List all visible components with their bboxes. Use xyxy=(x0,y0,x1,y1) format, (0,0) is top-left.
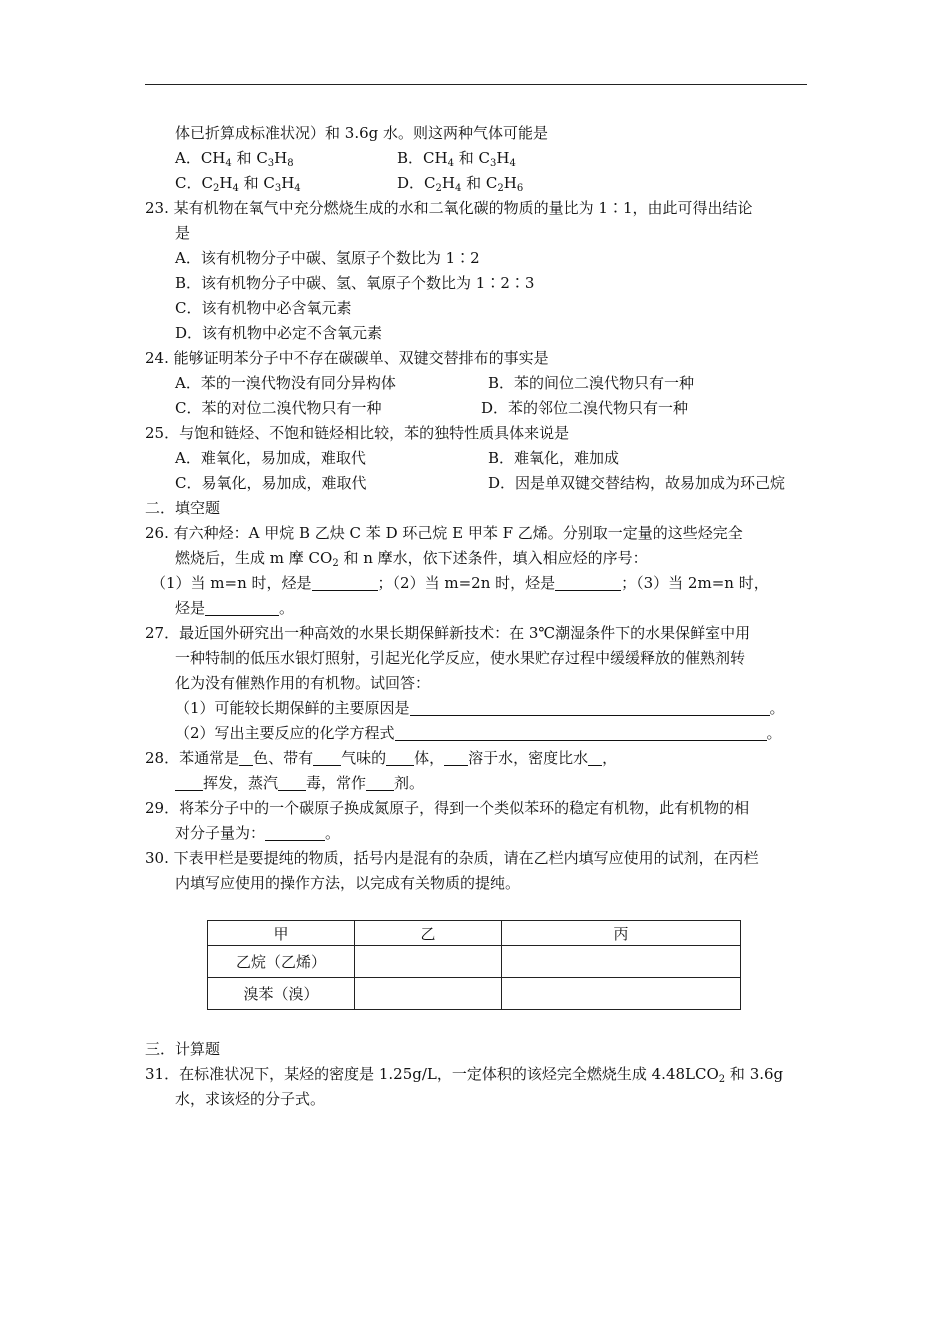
q22-options-ab xyxy=(145,146,807,171)
q24-options-ab xyxy=(145,371,807,396)
q26-blank-2[interactable] xyxy=(555,573,621,591)
q28-blank-odor[interactable] xyxy=(313,748,341,766)
q22-option-a: A．$CH_4$ 和 $C_3H_8$ xyxy=(175,149,294,169)
q28-blank-use[interactable] xyxy=(366,773,394,791)
q24-option-b: B．苯的间位二溴代物只有一种 xyxy=(488,374,695,392)
section-calc-heading: 三．计算题 xyxy=(145,1040,221,1058)
q25-options-ab xyxy=(145,446,807,471)
table-row xyxy=(208,978,741,1010)
q28-stem-cont: 挥发，蒸汽 毒，常作 剂。 xyxy=(145,771,807,796)
q27-stem: 27．最近国外研究出一种高效的水果长期保鲜新技术：在 3℃潮湿条件下的水果保鲜室中用 xyxy=(145,624,751,642)
q27-stem-cont-1: 一种特制的低压水银灯照射，引起光化学反应，使水果贮存过程中缓缓释放的催熟剂转 xyxy=(175,649,746,667)
q23-option-b: B．该有机物分子中碳、氢、氧原子个数比为 1∶2∶3 xyxy=(175,274,535,292)
q23-stem-cont: 是 xyxy=(175,224,191,242)
q31-stem: 31．在标准状况下，某烃的密度是 1.25g/L，一定体积的该烃完全燃烧生成 $4.48LCO_2$ 和 3.6g xyxy=(145,1065,784,1085)
q23-option-c: C．该有机物中必含氧元素 xyxy=(175,299,352,317)
q27-stem-cont-2: 化为没有催熟作用的有机物。试回答： xyxy=(175,674,431,692)
q28-blank-color[interactable] xyxy=(239,748,253,766)
table-header-row xyxy=(208,921,741,946)
q27-blank-2[interactable] xyxy=(395,723,767,741)
table-cell-substance: 乙烷（乙烯） xyxy=(208,946,355,978)
q24-option-c: C．苯的对位二溴代物只有一种 xyxy=(175,399,382,417)
table-cell-substance: 溴苯（溴） xyxy=(208,978,355,1010)
table-header-yi: 乙 xyxy=(355,921,502,946)
q24-option-d: D．苯的邻位二溴代物只有一种 xyxy=(481,399,689,417)
q25-option-a: A．难氧化，易加成，难取代 xyxy=(175,449,366,467)
q30-stem: 30. 下表甲栏是要提纯的物质，括号内是混有的杂质，请在乙栏内填写应使用的试剂，在丙栏 xyxy=(145,849,759,867)
header-rule xyxy=(145,84,807,85)
q30-stem-cont: 内填写应使用的操作方法，以完成有关物质的提纯。 xyxy=(175,874,521,892)
q24-stem: 24. 能够证明苯分子中不存在碳碳单、双键交替排布的事实是 xyxy=(145,349,549,367)
document-body xyxy=(145,121,807,896)
q29-blank[interactable] xyxy=(265,823,325,841)
q25-stem: 25．与饱和链烃、不饱和链烃相比较，苯的独特性质具体来说是 xyxy=(145,424,570,442)
q22-option-c: C．$C_2H_4$ 和 $C_3H_4$ xyxy=(175,174,301,194)
q27-sub-2: （2）写出主要反应的化学方程式 。 xyxy=(175,724,782,742)
q26-blank-3[interactable] xyxy=(205,598,279,616)
q25-option-c: C．易氧化，易加成，难取代 xyxy=(175,474,367,492)
q23-option-d: D．该有机物中必定不含氧元素 xyxy=(175,324,383,342)
q23-option-a: A．该有机物分子中碳、氢原子个数比为 1∶2 xyxy=(175,249,480,267)
q28-blank-solubility[interactable] xyxy=(444,748,468,766)
q22-option-b: B．$CH_4$ 和 $C_3H_4$ xyxy=(397,149,516,169)
table-cell-reagent[interactable] xyxy=(355,978,502,1010)
q29-stem: 29．将苯分子中的一个碳原子换成氮原子，得到一个类似苯环的稳定有机物，此有机物的相 xyxy=(145,799,750,817)
q28-blank-density[interactable] xyxy=(588,748,602,766)
q26-blank-1[interactable] xyxy=(312,573,378,591)
q25-option-b: B．难氧化，难加成 xyxy=(488,449,620,467)
q28-blank-state[interactable] xyxy=(386,748,414,766)
q27-blank-1[interactable] xyxy=(410,698,770,716)
q22-option-d: D．$C_2H_4$ 和 $C_2H_6$ xyxy=(397,174,524,194)
q26-conditions: （1）当 m=n 时，烃是 ；（2）当 m=2n 时，烃是 ；（3）当 2m=n 时， xyxy=(151,574,769,592)
table-cell-method[interactable] xyxy=(502,978,741,1010)
q28-stem: 28．苯通常是 色、带有 气味的 体， 溶于水，密度比水 ， xyxy=(145,749,618,767)
q22-options-cd xyxy=(145,171,807,196)
q26-stem-cont: 燃烧后，生成 m 摩 $CO_2$ 和 n 摩水，依下述条件，填入相应烃的序号： xyxy=(175,549,648,569)
table-cell-reagent[interactable] xyxy=(355,946,502,978)
q25-options-cd xyxy=(145,471,807,496)
q25-option-d: D．因是单双键交替结构，故易加成为环己烷 xyxy=(488,474,786,492)
section-fill-in-heading: 二．填空题 xyxy=(145,499,221,517)
q26-stem: 26. 有六种烃：A 甲烷 B 乙炔 C 苯 D 环己烷 E 甲苯 F 乙烯。分别取一定量的这些烃完全 xyxy=(145,524,743,542)
table-row xyxy=(208,946,741,978)
table-header-bing: 丙 xyxy=(502,921,741,946)
table-header-jia: 甲 xyxy=(208,921,355,946)
section-calc xyxy=(145,1037,807,1112)
q29-stem-cont: 对分子量为： 。 xyxy=(175,824,341,842)
q28-blank-toxicity[interactable] xyxy=(278,773,306,791)
q24-options-cd xyxy=(145,396,807,421)
q26-conditions-cont: 烃是 。 xyxy=(175,599,295,617)
q27-sub-1: （1）可能较长期保鲜的主要原因是 。 xyxy=(175,699,785,717)
q23-stem: 23. 某有机物在氧气中充分燃烧生成的水和二氧化碳的物质的量比为 1∶1，由此可得出结论 xyxy=(145,199,753,217)
purification-table xyxy=(207,920,741,1010)
table-cell-method[interactable] xyxy=(502,946,741,978)
q28-blank-volatility[interactable] xyxy=(175,773,203,791)
q24-option-a: A．苯的一溴代物没有同分异构体 xyxy=(175,374,396,392)
q22-continuation: 体已折算成标准状况）和 3.6g 水。则这两种气体可能是 xyxy=(175,124,548,142)
q31-stem-cont: 水，求该烃的分子式。 xyxy=(175,1090,326,1108)
